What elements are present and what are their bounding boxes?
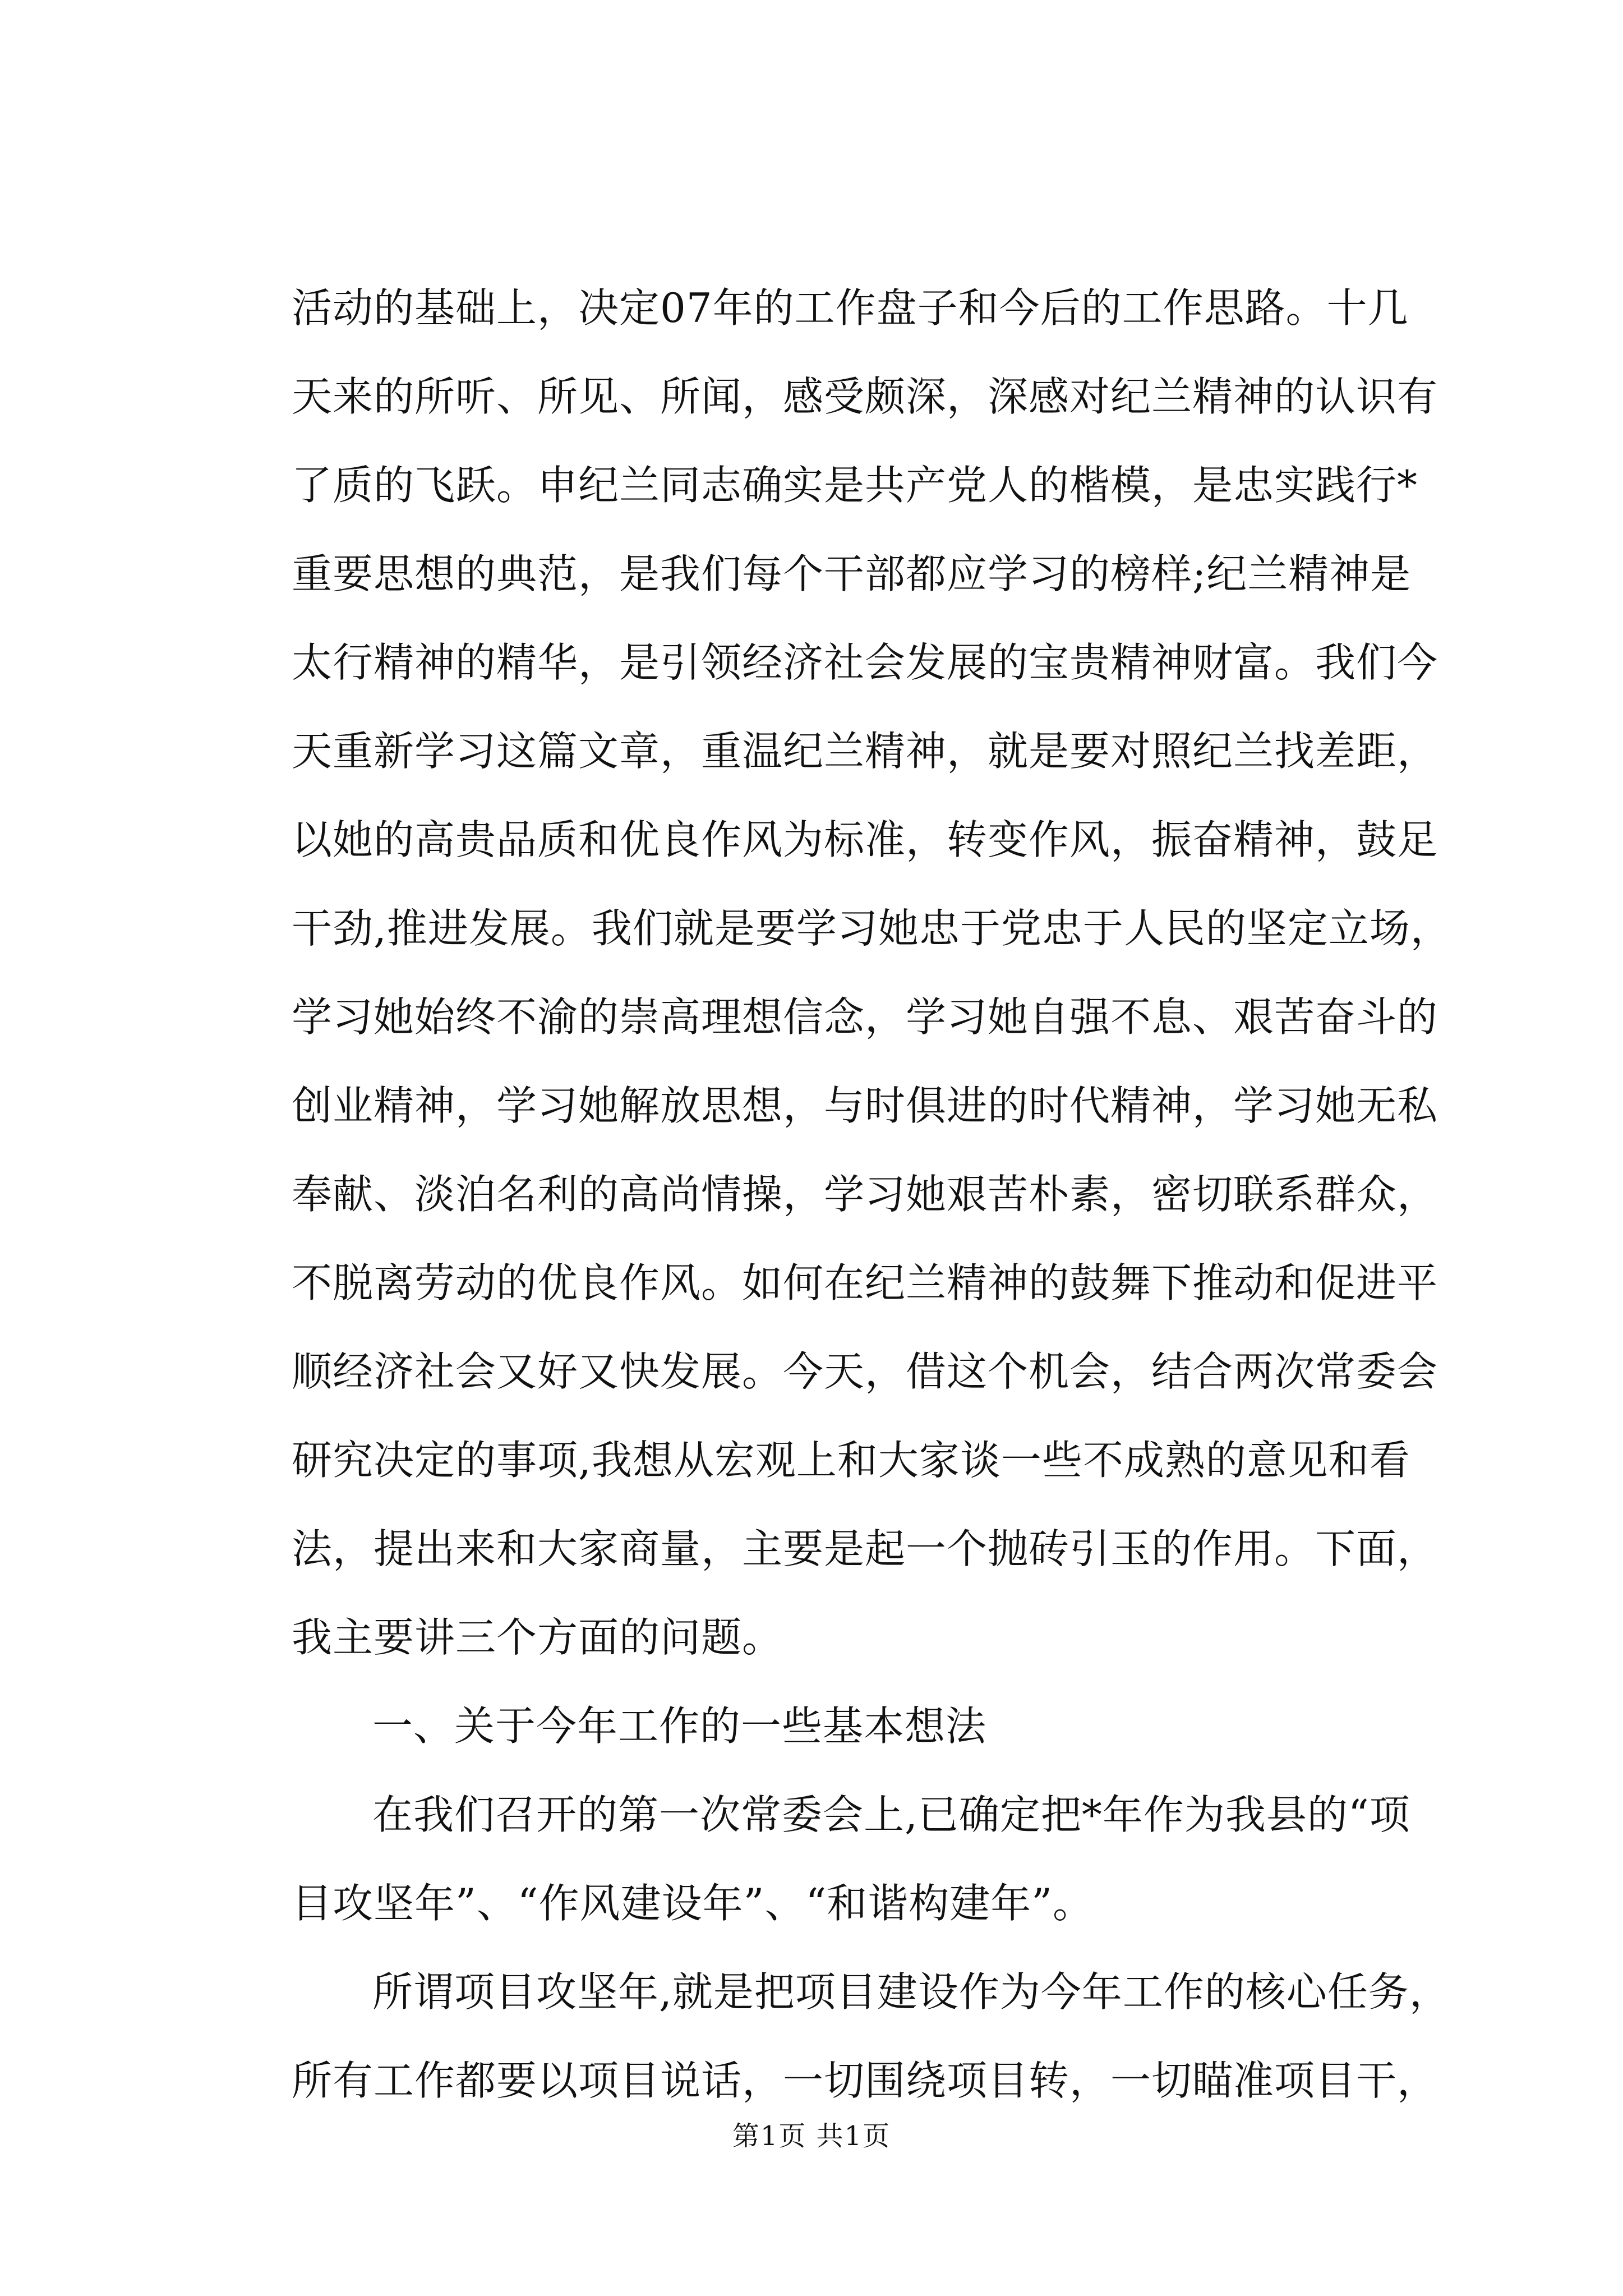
paragraph-line: 以她的高贵品质和优良作风为标准，转变作风，振奋精神，鼓足 bbox=[292, 816, 1438, 863]
paragraph-line: 所谓项目攻坚年,就是把项目建设作为今年工作的核心任务， bbox=[372, 1968, 1450, 2016]
page-footer: 第1页 共1页 bbox=[732, 2120, 891, 2152]
paragraph-line: 不脱离劳动的优良作风。如何在纪兰精神的鼓舞下推动和促进平 bbox=[292, 1259, 1438, 1306]
paragraph-line: 所有工作都要以项目说话，一切围绕项目转，一切瞄准项目干， bbox=[292, 2057, 1438, 2104]
paragraph-line: 太行精神的精华，是引领经济社会发展的宝贵精神财富。我们今 bbox=[292, 639, 1438, 686]
section-heading: 一、关于今年工作的一些基本想法 bbox=[372, 1703, 987, 1750]
paragraph-line: 活动的基础上，决定07年的工作盘子和今后的工作思路。十几 bbox=[292, 284, 1409, 332]
document-body bbox=[292, 264, 1451, 2125]
paragraph-line: 天来的所听、所见、所闻，感受颇深，深感对纪兰精神的认识有 bbox=[292, 373, 1438, 420]
paragraph-line: 了质的飞跃。申纪兰同志确实是共产党人的楷模，是忠实践行* bbox=[292, 462, 1418, 509]
paragraph-line: 重要思想的典范，是我们每个干部都应学习的榜样;纪兰精神是 bbox=[292, 550, 1412, 597]
paragraph-line: 奉献、淡泊名利的高尚情操，学习她艰苦朴素，密切联系群众， bbox=[292, 1171, 1438, 1218]
paragraph-line: 学习她始终不渝的崇高理想信念，学习她自强不息、艰苦奋斗的 bbox=[292, 993, 1438, 1041]
paragraph-line: 目攻坚年”、“作风建设年”、“和谐构建年”。 bbox=[292, 1880, 1094, 1927]
paragraph-line: 在我们召开的第一次常委会上,已确定把*年作为我县的“项 bbox=[372, 1791, 1410, 1838]
paragraph-line: 干劲,推进发展。我们就是要学习她忠于党忠于人民的坚定立场， bbox=[292, 905, 1451, 952]
paragraph-line: 我主要讲三个方面的问题。 bbox=[292, 1614, 783, 1661]
paragraph-line: 研究决定的事项,我想从宏观上和大家谈一些不成熟的意见和看 bbox=[292, 1437, 1410, 1484]
paragraph-line: 天重新学习这篇文章，重温纪兰精神，就是要对照纪兰找差距， bbox=[292, 728, 1438, 775]
paragraph-line: 法，提出来和大家商量，主要是起一个抛砖引玉的作用。下面， bbox=[292, 1525, 1438, 1572]
paragraph-line: 顺经济社会又好又快发展。今天，借这个机会，结合两次常委会 bbox=[292, 1348, 1438, 1395]
paragraph-line: 创业精神，学习她解放思想，与时俱进的时代精神，学习她无私 bbox=[292, 1082, 1438, 1129]
